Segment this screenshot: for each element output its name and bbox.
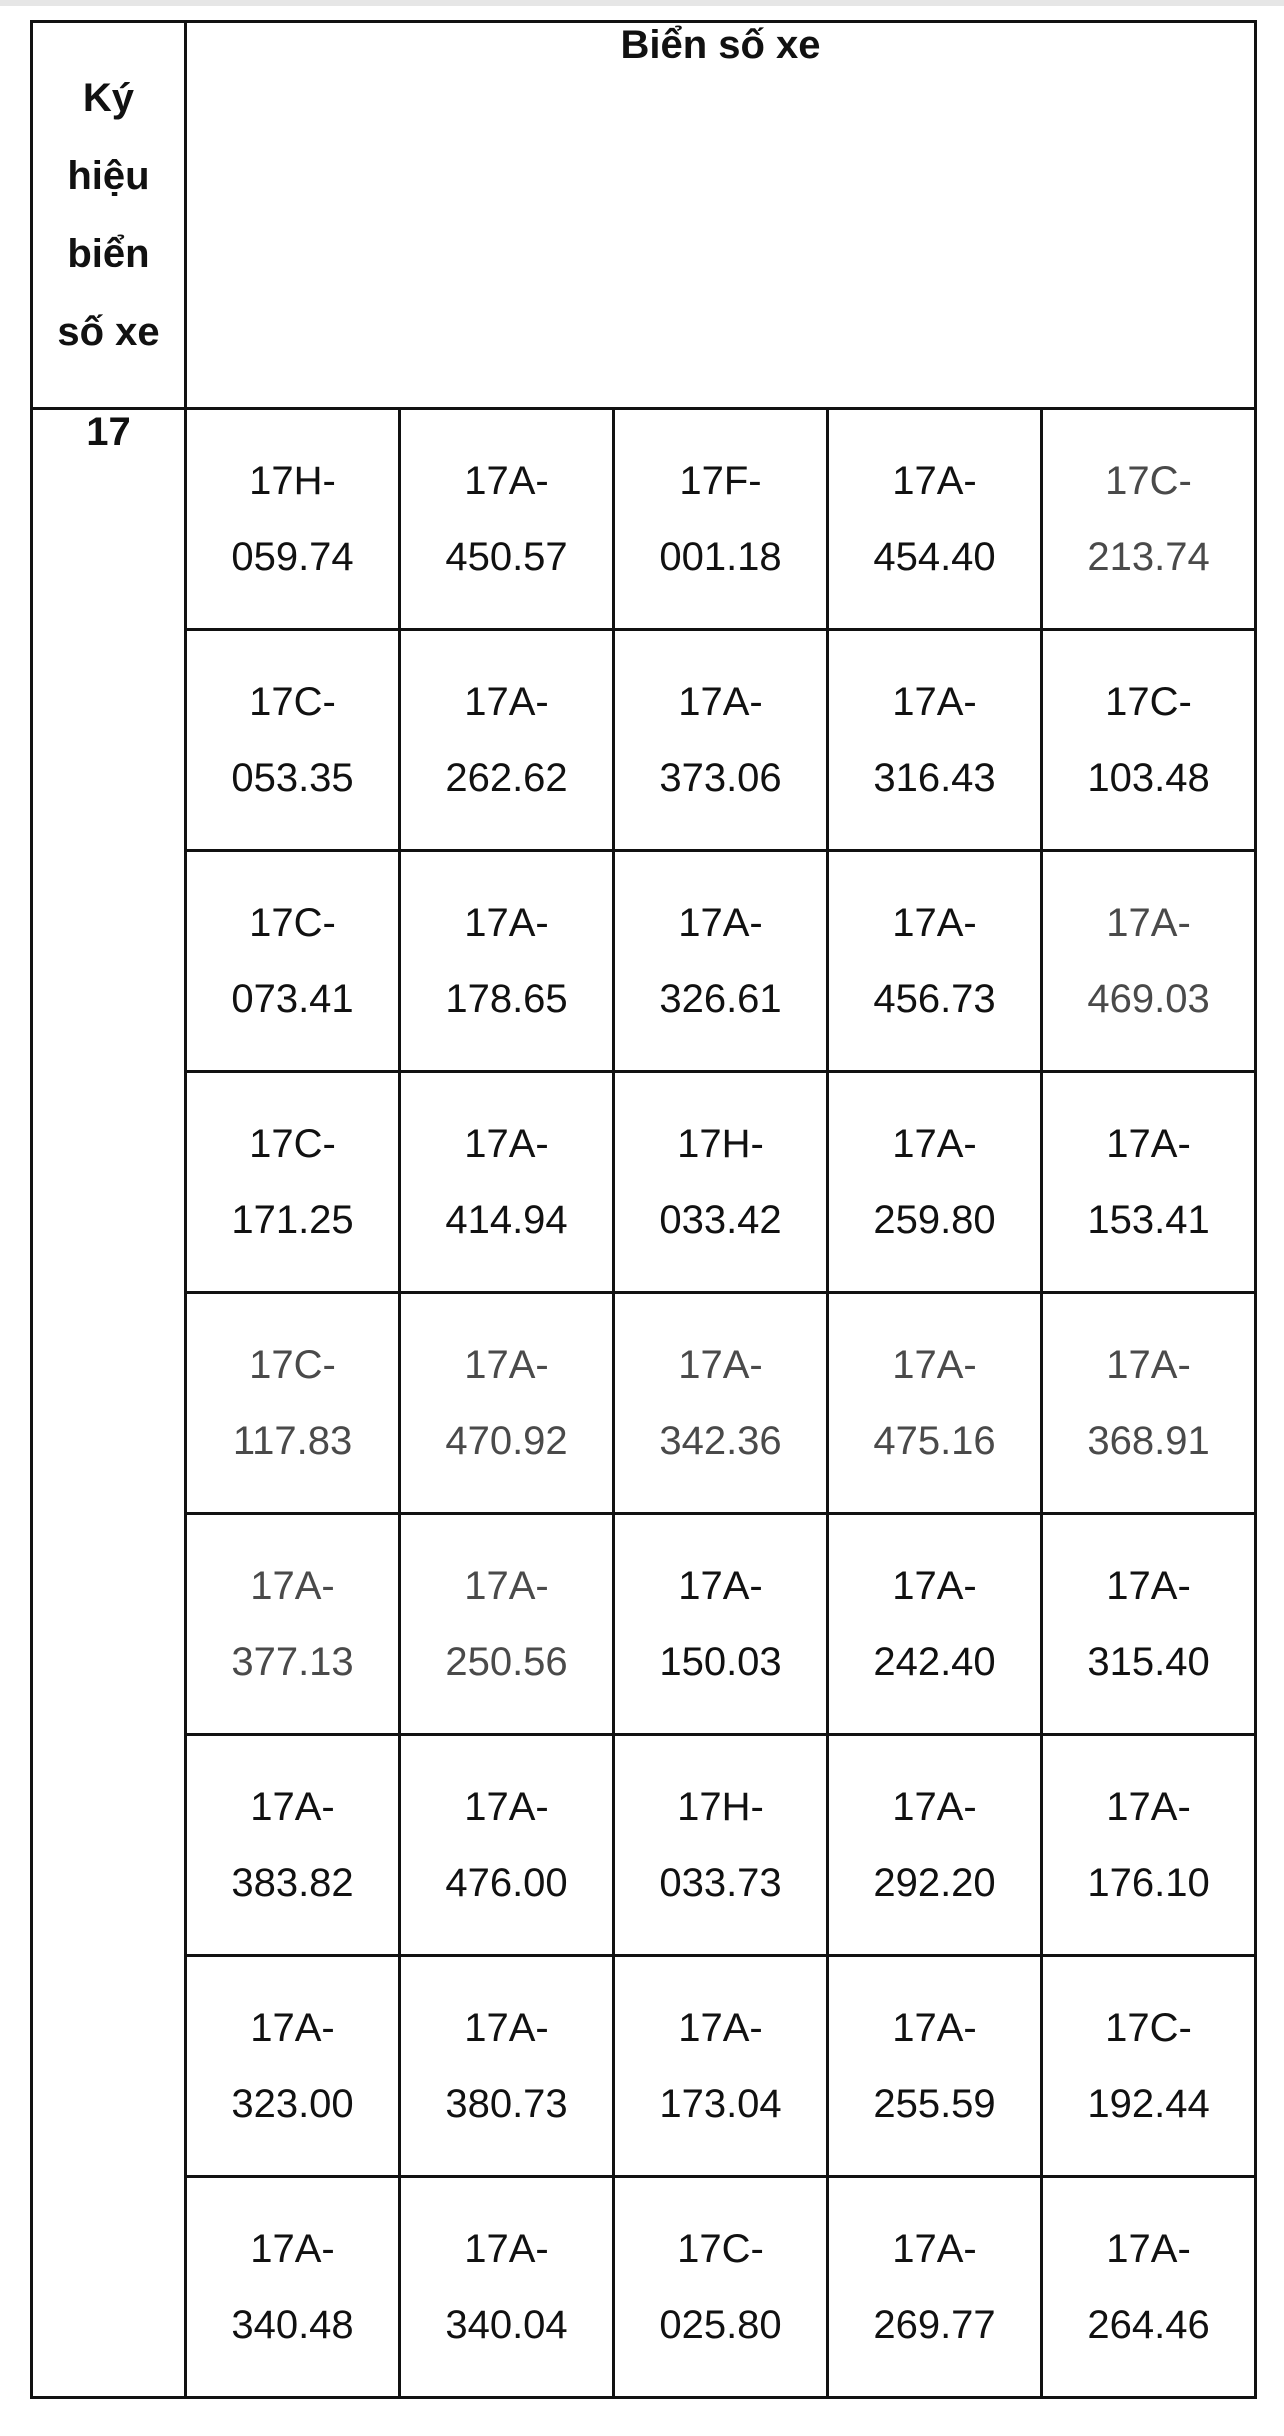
plate-table-body (32, 409, 1256, 2398)
plate-number: 033.73 (659, 1861, 782, 1905)
plate-number: 033.42 (659, 1198, 782, 1242)
plate-number: 373.06 (659, 756, 782, 800)
plate-code-header (32, 22, 186, 409)
plate-cell (186, 1072, 400, 1293)
plate-prefix: 17A- (464, 459, 549, 503)
plate-number: 150.03 (659, 1640, 782, 1684)
plate-prefix: 17A- (892, 901, 977, 945)
table-row (32, 1735, 1256, 1956)
plate-number: 315.40 (1087, 1640, 1210, 1684)
plate-cell (1042, 1293, 1256, 1514)
plate-number: 469.03 (1087, 977, 1210, 1021)
plate-prefix: 17A- (892, 680, 977, 724)
plate-cell (828, 1514, 1042, 1735)
plate-prefix: 17C- (249, 1343, 336, 1387)
plate-cell (828, 851, 1042, 1072)
plate-cell (614, 1293, 828, 1514)
plate-cell (1042, 630, 1256, 851)
plate-prefix: 17H- (249, 459, 336, 503)
plate-number: 316.43 (873, 756, 996, 800)
plate-prefix: 17A- (678, 901, 763, 945)
plate-code-header-line: hiệu (67, 154, 150, 198)
plate-prefix: 17A- (678, 2006, 763, 2050)
plate-prefix: 17A- (678, 1343, 763, 1387)
plate-number: 153.41 (1087, 1198, 1210, 1242)
plates-header: Biển số xe (186, 22, 1256, 409)
plate-cell (186, 630, 400, 851)
plate-cell (1042, 2177, 1256, 2398)
table-row (32, 2177, 1256, 2398)
plate-prefix: 17A- (1106, 1785, 1191, 1829)
plate-prefix: 17A- (464, 1343, 549, 1387)
plate-cell (400, 1072, 614, 1293)
plate-cell (614, 2177, 828, 2398)
plate-cell (614, 1072, 828, 1293)
plate-number: 059.74 (231, 535, 354, 579)
plate-cell (1042, 1956, 1256, 2177)
plate-number: 171.25 (231, 1198, 354, 1242)
plate-prefix: 17A- (678, 1564, 763, 1608)
table-row (32, 1293, 1256, 1514)
plate-prefix: 17C- (677, 2227, 764, 2271)
plate-number: 340.04 (445, 2303, 568, 2347)
plate-number: 025.80 (659, 2303, 782, 2347)
plate-cell (400, 1293, 614, 1514)
plate-cell (614, 1735, 828, 1956)
plate-prefix: 17A- (892, 1343, 977, 1387)
plate-cell (828, 1072, 1042, 1293)
table-row (32, 1956, 1256, 2177)
plate-prefix: 17A- (1106, 1343, 1191, 1387)
header-row (32, 22, 1256, 409)
plate-cell (828, 1956, 1042, 2177)
plate-cell (400, 851, 614, 1072)
plate-number: 073.41 (231, 977, 354, 1021)
plate-number: 192.44 (1087, 2082, 1210, 2126)
plate-number: 053.35 (231, 756, 354, 800)
plate-cell (186, 851, 400, 1072)
plate-number: 377.13 (231, 1640, 354, 1684)
plate-number: 250.56 (445, 1640, 568, 1684)
plate-number: 323.00 (231, 2082, 354, 2126)
plate-number: 475.16 (873, 1419, 996, 1463)
plate-prefix: 17A- (464, 1122, 549, 1166)
plate-number: 368.91 (1087, 1419, 1210, 1463)
plate-prefix: 17A- (464, 901, 549, 945)
plate-cell (614, 409, 828, 630)
plate-cell (1042, 409, 1256, 630)
plate-prefix: 17C- (249, 1122, 336, 1166)
plate-prefix: 17F- (679, 459, 762, 503)
group-code-cell: 17 (32, 409, 186, 2398)
plate-prefix: 17C- (249, 680, 336, 724)
plate-number: 456.73 (873, 977, 996, 1021)
plate-code-header-line: số xe (57, 310, 160, 354)
plate-prefix: 17A- (1106, 901, 1191, 945)
plate-number: 264.46 (1087, 2303, 1210, 2347)
plate-number: 176.10 (1087, 1861, 1210, 1905)
plate-prefix: 17H- (677, 1122, 764, 1166)
top-divider (0, 0, 1284, 6)
plate-prefix: 17H- (677, 1785, 764, 1829)
plate-prefix: 17A- (464, 1785, 549, 1829)
plate-prefix: 17A- (892, 2227, 977, 2271)
plate-cell (186, 1514, 400, 1735)
plate-prefix: 17A- (892, 1564, 977, 1608)
plate-number: 269.77 (873, 2303, 996, 2347)
plate-cell (828, 1735, 1042, 1956)
plate-cell (400, 1956, 614, 2177)
plate-prefix: 17C- (1105, 2006, 1192, 2050)
plate-number: 414.94 (445, 1198, 568, 1242)
plate-prefix: 17A- (464, 680, 549, 724)
plate-prefix: 17C- (1105, 680, 1192, 724)
plate-prefix: 17A- (464, 2227, 549, 2271)
plate-cell (1042, 1514, 1256, 1735)
plate-cell (400, 1735, 614, 1956)
plate-prefix: 17A- (1106, 2227, 1191, 2271)
plate-number: 262.62 (445, 756, 568, 800)
plate-number: 326.61 (659, 977, 782, 1021)
plate-cell (828, 1293, 1042, 1514)
plate-cell (400, 630, 614, 851)
plate-cell (614, 1956, 828, 2177)
plate-number: 383.82 (231, 1861, 354, 1905)
plate-prefix: 17A- (1106, 1122, 1191, 1166)
plate-cell (1042, 851, 1256, 1072)
plate-cell (614, 851, 828, 1072)
plate-prefix: 17A- (250, 1785, 335, 1829)
plate-cell (186, 2177, 400, 2398)
plate-number: 450.57 (445, 535, 568, 579)
plate-cell (614, 1514, 828, 1735)
plate-prefix: 17C- (249, 901, 336, 945)
plate-cell (1042, 1735, 1256, 1956)
plate-prefix: 17A- (464, 2006, 549, 2050)
plate-cell (614, 630, 828, 851)
table-row (32, 1514, 1256, 1735)
plate-prefix: 17A- (892, 1785, 977, 1829)
plate-prefix: 17A- (892, 2006, 977, 2050)
plate-prefix: 17C- (1105, 459, 1192, 503)
plate-cell (828, 409, 1042, 630)
plate-cell (828, 630, 1042, 851)
table-row (32, 1072, 1256, 1293)
plate-cell (828, 2177, 1042, 2398)
plate-number: 242.40 (873, 1640, 996, 1684)
plate-prefix: 17A- (250, 1564, 335, 1608)
plate-cell (186, 1293, 400, 1514)
plate-prefix: 17A- (892, 1122, 977, 1166)
plate-prefix: 17A- (1106, 1564, 1191, 1608)
plate-number: 292.20 (873, 1861, 996, 1905)
plate-number: 470.92 (445, 1419, 568, 1463)
plate-number: 213.74 (1087, 535, 1210, 579)
plate-number: 342.36 (659, 1419, 782, 1463)
plate-prefix: 17A- (892, 459, 977, 503)
plate-cell (400, 2177, 614, 2398)
plate-prefix: 17A- (250, 2006, 335, 2050)
plate-prefix: 17A- (250, 2227, 335, 2271)
plate-cell (400, 409, 614, 630)
plate-code-header-line: biển (67, 232, 150, 276)
plate-number: 001.18 (659, 535, 782, 579)
plate-cell (400, 1514, 614, 1735)
table-row (32, 630, 1256, 851)
table-row (32, 409, 1256, 630)
plate-number: 380.73 (445, 2082, 568, 2126)
plate-prefix: 17A- (464, 1564, 549, 1608)
license-plate-table (30, 20, 1257, 2399)
plate-cell (186, 1956, 400, 2177)
plate-number: 178.65 (445, 977, 568, 1021)
plate-number: 117.83 (232, 1419, 353, 1463)
plate-cell (186, 409, 400, 630)
plate-prefix: 17A- (678, 680, 763, 724)
plate-number: 340.48 (231, 2303, 354, 2347)
plate-number: 255.59 (873, 2082, 996, 2126)
plate-number: 259.80 (873, 1198, 996, 1242)
plate-cell (186, 1735, 400, 1956)
plate-cell (1042, 1072, 1256, 1293)
plate-number: 454.40 (873, 535, 996, 579)
plate-number: 103.48 (1087, 756, 1210, 800)
plate-number: 173.04 (659, 2082, 782, 2126)
plate-number: 476.00 (445, 1861, 568, 1905)
plate-code-header-line: Ký (82, 76, 135, 120)
table-row (32, 851, 1256, 1072)
